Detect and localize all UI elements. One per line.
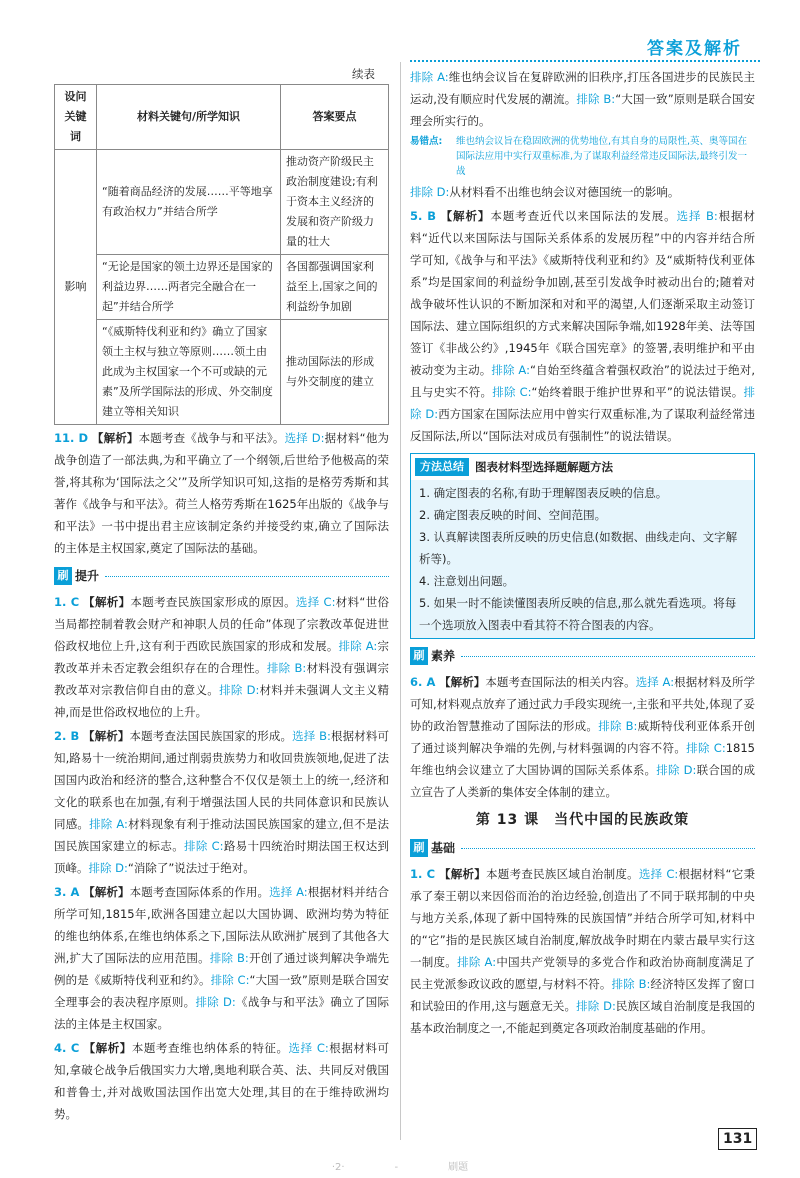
section-dots: [461, 656, 755, 657]
right-column: [410, 64, 755, 1039]
column-divider: [400, 62, 401, 1140]
table-row: [55, 150, 389, 255]
section-dots: [461, 848, 755, 849]
error-note-text: 维也纳会议旨在稳固欧洲的优势地位,有其自身的局限性,英、奥等国在国际法应用中实行双重标准,为了谋取利益经常违反国际法,最终引发一战: [456, 136, 748, 177]
answer-4-exclude-d: 排除 D:从材料看不出维也纳会议对德国统一的影响。: [410, 185, 680, 199]
table-row: [55, 255, 389, 320]
section-badge: 刷: [54, 567, 72, 585]
answer-5-tisheng: 5. B 【解析】本题考查近代以来国际法的发展。选择 B:根据材料“近代以来国际法与国际关系体系的发展历程”中的内容并结合所学可知,《战争与和平法》《威斯特伐利亚和约》及“威斯特伐利亚体系”均是国家间的利益纷争加剧,甚至引发战争时被动出台的;随着对战争破坏性认识的不断加深和对和平的渴望,人们逐渐采取主动签订国际法、建立国际组织的方式来解决国际争端,如1928年美、法等国签订《非战公约》,1945年《联合国宪章》的签署,表明维护和平由被动变为主动。排除 A:“自始至终蕴含着强权政治”的说法过于绝对,且与史实不符。排除 C:“始终着眼于维护世界和平”的说法错误。排除 D:西方国家在国际法应用中曾实行双重标准,为了谋取利益经常违反国际法,所以“国际法对成员有强制性”的说法错误。: [410, 209, 756, 443]
table-cell: “《威斯特伐利亚和约》确立了国家领土主权与独立等原则……领土由此成为主权国家一个不可或缺的元素”及所学国际法的形成、外交制度建立等相关知识: [97, 320, 281, 425]
table-header: 材料关键句/所学知识: [97, 85, 281, 150]
error-note-tag: 易错点:: [410, 136, 443, 147]
table-cell: “随着商品经济的发展……平等地享有政治权力”并结合所学: [97, 150, 281, 255]
table-continued: 续表: [352, 67, 375, 81]
answer-2-tisheng: 2. B 【解析】本题考查法国民族国家的形成。选择 B:根据材料可知,路易十一统治期间,通过削弱贵族势力和收回贵族领地,促进了法国国内政治和经济的整合,这种整合不仅仅是领土上的统一,经济和文化的联系也在加强,有利于增强法国人民的共同体意识和民族认同感。排除 A:材料现象有利于推动法国民族国家的建立,但不是法国民族国家建立的标志。排除 C:路易十四统治时期法国王权达到顶峰。排除 D:“消除了”说法过于绝对。: [54, 729, 390, 875]
section-tisheng: [54, 565, 389, 587]
section-dots: [105, 576, 389, 577]
table-category: 影响: [55, 150, 97, 425]
method-summary-header: [411, 454, 754, 480]
section-label: 提升: [75, 569, 100, 583]
knowledge-table: [54, 84, 389, 425]
table-row: [55, 320, 389, 425]
answer-4-tisheng-start: 4. C 【解析】本题考查维也纳体系的特征。选择 C:根据材料可知,拿破仑战争后俄国实力大增,奥地利联合英、法、共同反对俄国和普鲁士,并对战败国法国作出宽大处理,其目的在于维持欧洲均势。: [54, 1041, 390, 1121]
method-item: 5. 如果一时不能读懂图表所反映的信息,那么就先看选项。将每一个选项放入图表中看其符不符合图表的内容。: [419, 596, 737, 632]
method-summary-box: [410, 453, 755, 639]
method-badge: 方法总结: [415, 458, 469, 476]
page-footer: ·2· - 刷题: [331, 1162, 469, 1173]
method-item: 4. 注意划出问题。: [419, 574, 515, 588]
answer-6-suyang: 6. A 【解析】本题考查国际法的相关内容。选择 A:根据材料及所学可知,材料观点放弃了通过武力手段实现统一,主张和平共处,体现了妥协的政治智慧推动了国际法的形成。排除 B:威斯特伐利亚体系开创了通过谈判解决争端的先例,与材料强调的内容不符。排除 C:1815年维也纳会议建立了大国协调的国际关系体系。排除 D:联合国的成立宣告了人类新的集体安全体制的建立。: [410, 675, 756, 799]
table-cell: 各国都强调国家利益至上,国家之间的利益纷争加剧: [281, 255, 389, 320]
method-item: 2. 确定图表反映的时间、空间范围。: [419, 508, 607, 522]
table-header-row: [55, 85, 389, 150]
answer-1-tisheng: 1. C 【解析】本题考查民族国家形成的原因。选择 C:材料“世俗当局都控制着教会财产和神职人员的任命”体现了宗教改革促进世俗政权地位上升,这有利于西欧民族国家的形成和发展。排除 A:宗教改革并未否定教会组织存在的合理性。排除 B:材料没有强调宗教改革对宗教信仰自由的意义。排除 D:材料并未强调人文主义精神,而是世俗政权地位的上升。: [54, 595, 390, 719]
left-column: [54, 64, 389, 1125]
table-cell: “无论是国家的领土边界还是国家的利益边界……两者完全融合在一起”并结合所学: [97, 255, 281, 320]
section-suyang: [410, 645, 755, 667]
method-item: 3. 认真解读图表所反映的历史信息(如数据、曲线走向、文字解析等)。: [419, 530, 738, 566]
header-title: 答案及解析: [647, 39, 742, 59]
table-cell: 推动资产阶级民主政治制度建设;有利于资本主义经济的发展和资产阶级力量的壮大: [281, 150, 389, 255]
table-header: 设问关键词: [55, 85, 97, 150]
answer-3-tisheng: 3. A 【解析】本题考查国际体系的作用。选择 A:根据材料并结合所学可知,1815年,欧洲各国建立起以大国协调、欧洲均势为特征的维也纳体系,在维也纳体系之下,国际法从欧洲扩展到了其他各大洲,扩大了国际法的应用范围。排除 B:开创了通过谈判解决争端先例的是《威斯特伐利亚和约》。排除 C:“大国一致”原则是联合国安全理事会的表决程序原则。排除 D:《战争与和平法》确立了国际法的主体是主权国家。: [54, 885, 390, 1031]
method-list: [411, 480, 754, 638]
method-title: 图表材料型选择题解题方法: [475, 460, 613, 474]
header-divider: [410, 60, 760, 62]
section-label: 素养: [431, 649, 456, 663]
section-badge: 刷: [410, 839, 428, 857]
lesson-title: 第 13 课 当代中国的民族政策: [475, 812, 690, 828]
answer-11: 11. D 【解析】本题考查《战争与和平法》。选择 D:据材料“他为战争创造了一部法典,为和平确立了一个纲领,后世给予他极高的荣誉,将其称为‘国际法之父’”及所学知识可知,这指的是格劳秀斯和其著作《战争与和平法》。荷兰人格劳秀斯在1625年出版的《战争与和平法》一书中提出君主应该制定条约并接受约束,确立了国际法的主体是主权国家,奠定了国际法的基础。: [54, 431, 389, 555]
method-item: 1. 确定图表的名称,有助于理解图表反映的信息。: [419, 486, 668, 500]
page-number: 131: [718, 1128, 757, 1150]
answer-4-tisheng-cont: 排除 A:维也纳会议旨在复辟欧洲的旧秩序,打压各国进步的民族民主运动,没有顺应时代发展的潮流。排除 B:“大国一致”原则是联合国安理会所实行的。: [410, 70, 756, 128]
table-header: 答案要点: [281, 85, 389, 150]
answer-1-jichu: 1. C 【解析】本题考查民族区域自治制度。选择 C:根据材料“它秉承了秦王朝以来因俗而治的治边经验,创造出了不同于联邦制的中央与地方关系,体现了新中国特殊的民族国情”并结合所学可知,材料中的“它”指的是民族区域自治制度,解放战争时期在内蒙古最早实行这一制度。排除 A:中国共产党领导的多党合作和政治协商制度满足了民主党派参政议政的愿望,与材料不符。排除 B:经济特区发挥了窗口和试验田的作用,这与题意无关。排除 D:民族区域自治制度是我国的基本政治制度之一,不能起到奠定各项政治制度基础的作用。: [410, 867, 756, 1035]
section-badge: 刷: [410, 647, 428, 665]
error-note: [410, 134, 755, 179]
section-jichu: [410, 837, 755, 859]
section-label: 基础: [431, 841, 456, 855]
table-cell: 推动国际法的形成与外交制度的建立: [281, 320, 389, 425]
